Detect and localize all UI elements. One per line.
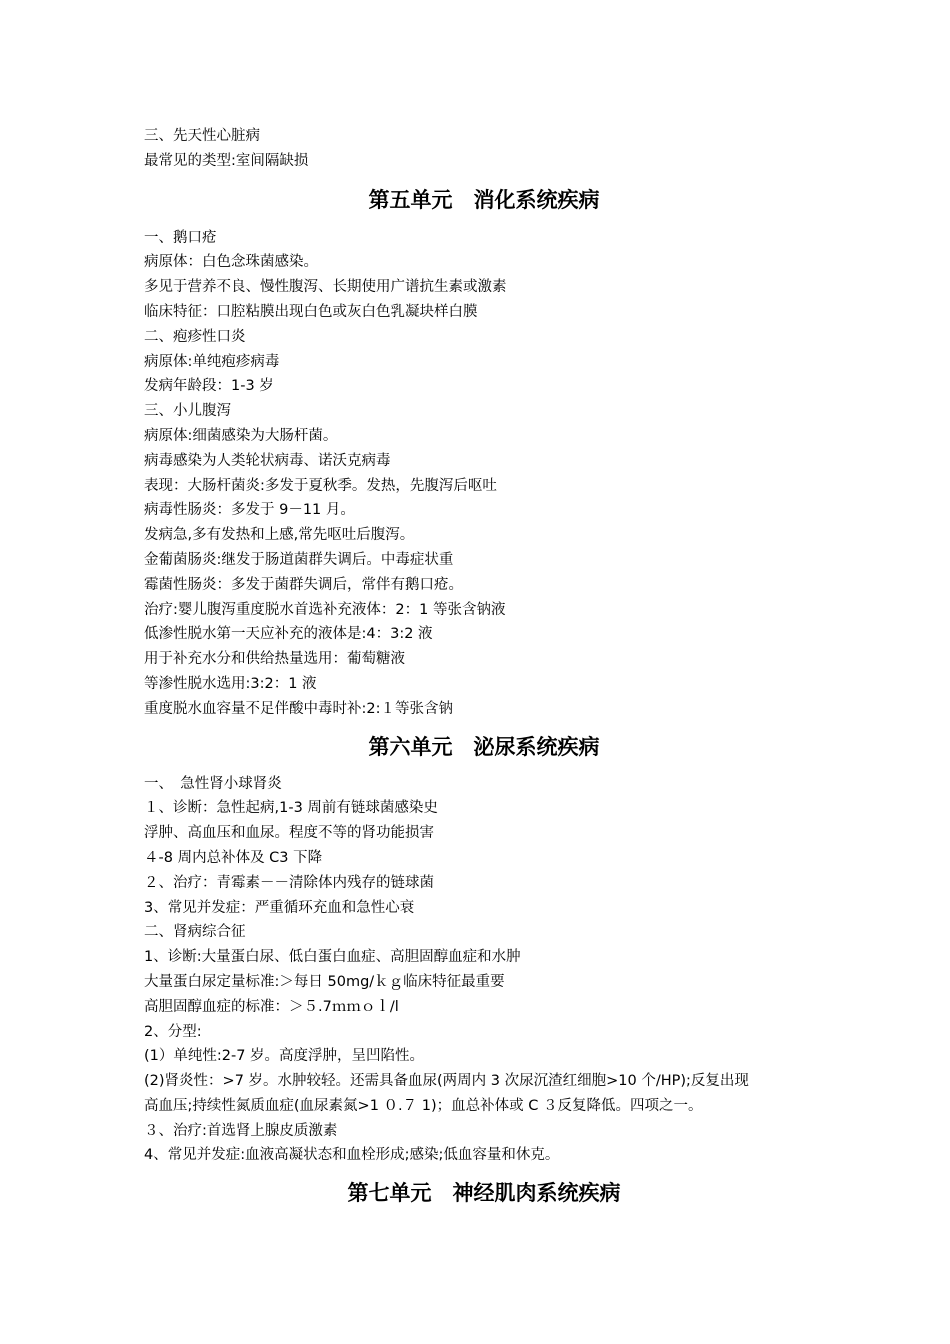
text-line: 治疗:婴儿腹泻重度脱水首选补充液体：2：1 等张含钠液 bbox=[144, 601, 506, 618]
text-line: 4、常见并发症:血液高凝状态和血栓形成;感染;低血容量和休克。 bbox=[144, 1147, 560, 1164]
text-line: ３、治疗:首选肾上腺皮质激素 bbox=[144, 1122, 338, 1139]
text-line: 三、小儿腹泻 bbox=[144, 403, 231, 420]
text-line: 临床特征：口腔粘膜出现白色或灰白色乳凝块样白膜 bbox=[144, 303, 478, 320]
text-line: 发病急,多有发热和上感,常先呕吐后腹泻。 bbox=[144, 527, 415, 544]
unit6-heading: 第六单元 泌尿系统疾病 bbox=[368, 734, 600, 759]
text-line: 浮肿、高血压和血尿。程度不等的肾功能损害 bbox=[144, 825, 434, 842]
text-line: 最常见的类型:室间隔缺损 bbox=[144, 152, 309, 169]
text-line: (1）单纯性:2-7 岁。高度浮肿，呈凹陷性。 bbox=[144, 1048, 425, 1065]
text-line: ２、治疗：青霉素－－清除体内残存的链球菌 bbox=[144, 874, 434, 891]
text-line: 表现：大肠杆菌炎:多发于夏秋季。发热，先腹泻后呕吐 bbox=[144, 477, 497, 494]
text-line: 一、 急性肾小球肾炎 bbox=[144, 775, 282, 792]
text-line: １、诊断：急性起病,1-3 周前有链球菌感染史 bbox=[144, 800, 438, 817]
text-line: 病毒感染为人类轮状病毒、诺沃克病毒 bbox=[144, 452, 391, 469]
text-line: 大量蛋白尿定量标准:＞每日 50mg/ｋｇ临床特征最重要 bbox=[144, 973, 505, 990]
text-line: 高血压;持续性氮质血症(血尿素氮>1 ０.７ 1)；血总补体或 C ３反复降低。四项之一。 bbox=[144, 1097, 703, 1114]
text-line: 二、疱疹性口炎 bbox=[144, 328, 246, 345]
text-line: 重度脱水血容量不足伴酸中毒时补:2:１等张含钠 bbox=[144, 700, 453, 717]
text-line: 病毒性肠炎：多发于 9－11 月。 bbox=[144, 502, 355, 519]
text-line: 多见于营养不良、慢性腹泻、长期使用广谱抗生素或激素 bbox=[144, 279, 507, 296]
unit7-heading: 第七单元 神经肌肉系统疾病 bbox=[347, 1181, 621, 1206]
text-line: 病原体:单纯疱疹病毒 bbox=[144, 353, 280, 370]
text-line: 二、肾病综合征 bbox=[144, 924, 246, 941]
unit5-heading: 第五单元 消化系统疾病 bbox=[368, 187, 600, 212]
text-line: 3、常见并发症：严重循环充血和急性心衰 bbox=[144, 899, 415, 916]
text-line: 金葡菌肠炎:继发于肠道菌群失调后。中毒症状重 bbox=[144, 551, 454, 568]
text-line: 三、先天性心脏病 bbox=[144, 128, 260, 144]
text-line: 高胆固醇血症的标准：＞５.7ｍｍｏｌ/l bbox=[144, 998, 399, 1015]
text-line: 2、分型: bbox=[144, 1023, 202, 1040]
text-line: ４-8 周内总补体及 C3 下降 bbox=[144, 849, 323, 866]
section-top bbox=[144, 124, 824, 174]
text-line: 发病年龄段：1-3 岁 bbox=[144, 378, 274, 395]
document-page bbox=[144, 124, 824, 1218]
text-line: 病原体：白色念珠菌感染。 bbox=[144, 254, 318, 271]
text-line: 病原体:细菌感染为大肠杆菌。 bbox=[144, 427, 338, 444]
text-line: 等渗性脱水选用:3:2：1 液 bbox=[144, 675, 317, 692]
text-line: 一、鹅口疮 bbox=[144, 229, 217, 246]
text-line: 低渗性脱水第一天应补充的液体是:4：3:2 液 bbox=[144, 626, 433, 643]
text-line: 霉菌性肠炎：多发于菌群失调后，常伴有鹅口疮。 bbox=[144, 576, 463, 593]
text-line: 用于补充水分和供给热量选用：葡萄糖液 bbox=[144, 651, 405, 668]
unit6-body bbox=[144, 772, 824, 1169]
text-line: (2)肾炎性：>7 岁。水肿较轻。还需具备血尿(两周内 3 次尿沉渣红细胞>10 个/HP);反复出现 bbox=[144, 1073, 749, 1090]
text-line: 1、诊断:大量蛋白尿、低白蛋白血症、高胆固醇血症和水肿 bbox=[144, 949, 521, 966]
unit5-body bbox=[144, 226, 824, 722]
